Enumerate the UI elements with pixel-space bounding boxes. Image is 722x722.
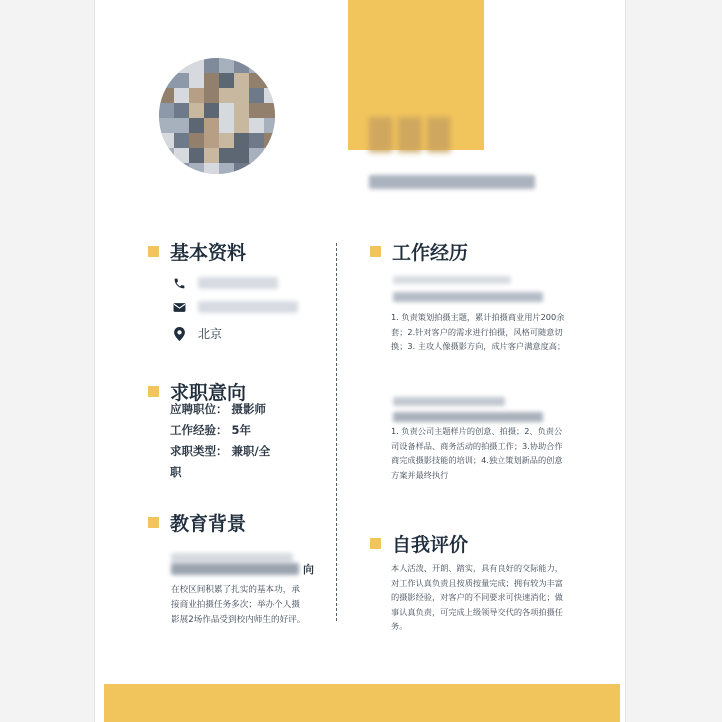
education-school-row [171, 561, 314, 577]
avatar-pixel [159, 148, 175, 164]
avatar-pixel [264, 118, 275, 134]
avatar-pixel [234, 148, 250, 164]
avatar-pixel [264, 73, 275, 89]
contact-phone-row [172, 276, 278, 290]
avatar-pixel [234, 58, 250, 74]
major-suffix: 向 [303, 563, 314, 576]
avatar [159, 58, 275, 174]
avatar-pixel [174, 88, 190, 104]
contact-mail-row [172, 300, 298, 314]
avatar-pixel [249, 118, 265, 134]
avatar-pixel [219, 103, 235, 119]
type-value-cont: 职 [170, 465, 182, 479]
avatar-pixel [234, 103, 250, 119]
intent-experience-row [170, 422, 251, 438]
experience-value: 5年 [231, 423, 252, 437]
email-redacted [198, 301, 298, 313]
location-text: 北京 [198, 327, 223, 341]
avatar-pixel [204, 133, 220, 149]
avatar-pixel [234, 118, 250, 134]
subtitle-redacted [369, 175, 535, 189]
section-work-title [370, 238, 468, 265]
intent-type-row [170, 443, 270, 459]
title-marker [148, 386, 159, 397]
avatar-pixel [159, 133, 175, 149]
avatar-pixel [249, 58, 265, 74]
phone-icon [172, 276, 186, 290]
avatar-pixel [204, 58, 220, 74]
avatar-pixel [189, 103, 205, 119]
avatar-pixel [264, 133, 275, 149]
title-marker [370, 246, 381, 257]
avatar-pixel [234, 88, 250, 104]
avatar-pixel [189, 58, 205, 74]
name-redacted: ███ [369, 118, 457, 153]
avatar-pixel [234, 163, 250, 174]
section-self-heading: 自我评价 [392, 534, 469, 556]
avatar-pixel [174, 73, 190, 89]
job1-description: 1. 负责策划拍摄主题，累计拍摄商业用片200余套；2.针对客户的需求进行拍摄，风格可随意切换；3. 主攻人像摄影方向，成片客户满意度高； [391, 312, 566, 351]
avatar-pixel [219, 148, 235, 164]
avatar-pixel [234, 73, 250, 89]
avatar-pixel [174, 118, 190, 134]
section-self-title [370, 530, 468, 557]
avatar-pixel [249, 103, 265, 119]
avatar-pixel [189, 88, 205, 104]
avatar-pixel [174, 133, 190, 149]
bottom-accent-bar [104, 684, 620, 722]
mail-icon [172, 300, 186, 314]
column-divider [336, 243, 337, 621]
avatar-pixel [174, 163, 190, 174]
avatar-pixel [204, 163, 220, 174]
section-basic-heading: 基本资料 [170, 242, 247, 264]
avatar-pixel [189, 148, 205, 164]
job2-description: 1. 负责公司主题样片的创意、拍摄；2、负责公司设备样品、商务活动的拍摄工作；3.协助合作商完成摄影技能的培训；4.独立策划新品的创意方案并最终执行 [391, 426, 563, 480]
avatar-pixel [219, 88, 235, 104]
type-value: 兼职/全 [231, 444, 271, 458]
name-block [369, 118, 539, 189]
job1-title-redacted [393, 287, 543, 306]
avatar-pixel [264, 88, 275, 104]
avatar-pixel [249, 133, 265, 149]
avatar-pixel [174, 148, 190, 164]
avatar-pixel [159, 73, 175, 89]
type-label: 求职类型： [170, 444, 228, 458]
avatar-pixel [234, 133, 250, 149]
section-education-heading: 教育背景 [170, 513, 247, 535]
title-marker [370, 538, 381, 549]
avatar-pixel [219, 58, 235, 74]
experience-label: 工作经验： [170, 423, 228, 437]
avatar-pixel [219, 133, 235, 149]
avatar-pixel [219, 163, 235, 174]
avatar-pixel [159, 58, 175, 74]
location-icon [172, 327, 186, 341]
avatar-pixel [249, 73, 265, 89]
avatar-pixel [174, 58, 190, 74]
section-basic-title [148, 238, 246, 265]
avatar-pixel [189, 133, 205, 149]
avatar-pixel [264, 148, 275, 164]
self-description: 本人活泼、开朗、踏实，具有良好的交际能力，对工作认真负责且按质按量完成；拥有较为丰富的摄影经验，对客户的不同要求可快速消化；做事认真负责，可完成上级领导交代的各项拍摄任务。 [391, 563, 563, 631]
title-marker [148, 246, 159, 257]
position-value: 摄影师 [231, 402, 266, 416]
avatar-pixel [249, 148, 265, 164]
avatar-pixel [159, 118, 175, 134]
avatar-pixel [219, 118, 235, 134]
section-education-title [148, 509, 246, 536]
avatar-pixel [264, 58, 275, 74]
title-marker [148, 517, 159, 528]
position-label: 应聘职位： [170, 402, 228, 416]
avatar-pixel [264, 103, 275, 119]
avatar-pixel [204, 103, 220, 119]
job1-company-redacted [393, 269, 511, 288]
avatar-pixel [219, 73, 235, 89]
contact-location-row [172, 325, 222, 342]
avatar-pixel [204, 118, 220, 134]
avatar-pixel [264, 163, 275, 174]
avatar-pixel [159, 88, 175, 104]
section-work-heading: 工作经历 [392, 242, 469, 264]
avatar-pixel [159, 103, 175, 119]
avatar-pixel [249, 163, 265, 174]
section-intent-heading: 求职意向 [170, 382, 247, 404]
school-redacted [171, 563, 299, 575]
intent-position-row [170, 401, 266, 417]
avatar-pixel [204, 88, 220, 104]
avatar-pixel [159, 163, 175, 174]
resume-page [95, 0, 625, 722]
phone-redacted [198, 277, 278, 289]
education-description: 在校区间积累了扎实的基本功，承接商业拍摄任务多次；举办个人摄影展2场作品受到校内师生的好评。 [171, 585, 306, 625]
intent-type-cont [170, 464, 182, 480]
avatar-pixel [204, 148, 220, 164]
avatar-pixel [249, 88, 265, 104]
avatar-pixel [189, 118, 205, 134]
avatar-pixel [174, 103, 190, 119]
avatar-pixel [204, 73, 220, 89]
avatar-pixel [189, 73, 205, 89]
avatar-pixel [189, 163, 205, 174]
